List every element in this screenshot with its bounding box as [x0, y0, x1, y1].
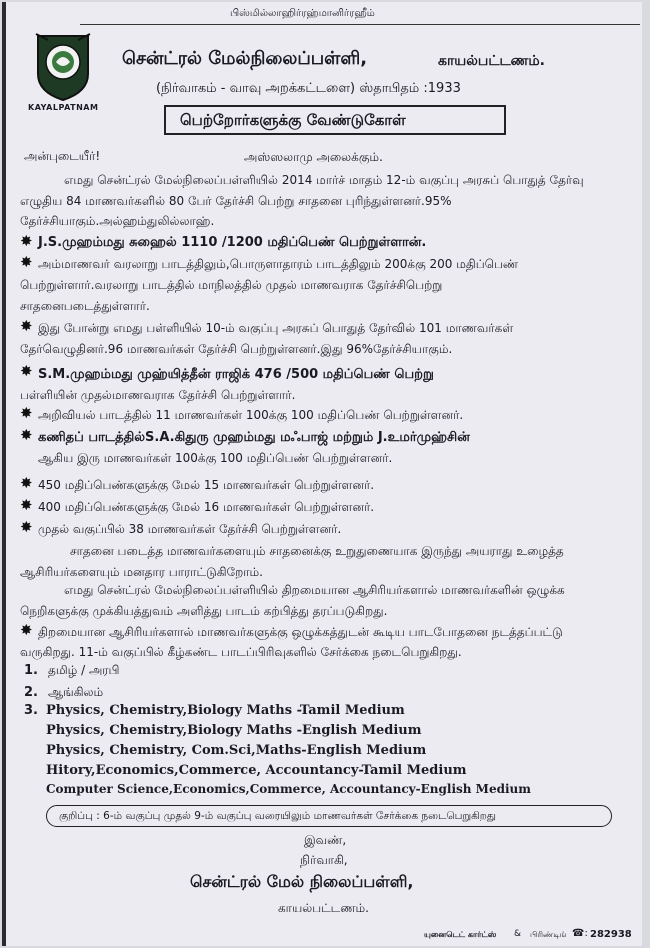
admission-line: வருகிறது. 11-ம் வகுப்பில் கீழ்கண்ட பாடப்பிரிவுகளில் சேர்க்கை நடைபெறுகிறது.	[20, 645, 462, 659]
school-name: சென்ட்ரல் மேல்நிலைப்பள்ளி,	[122, 48, 368, 69]
star-bullet-icon: ✸	[20, 496, 33, 514]
printer-name: யுனைடெட் கார்ட்ஸ்	[424, 930, 497, 939]
salaam: அஸ்ஸலாமு அலைக்கும்.	[244, 150, 383, 164]
printer-phone: 282938	[590, 929, 632, 940]
point-line: தேர்வெழுதினர்.96 மாணவர்கள் தேர்ச்சி பெற்றுள்ளனர்.இது 96%தேர்ச்சியாகும்.	[20, 342, 453, 356]
bismillah: பிஸ்மில்லாஹிர்ரஹ்மானிர்ரஹீம்	[230, 8, 375, 19]
town-name: காயல்பட்டணம்.	[438, 53, 545, 69]
star-bullet-icon: ✸	[20, 232, 33, 250]
printer-amp: &	[514, 929, 522, 939]
group-english: ஆங்கிலம்	[48, 685, 104, 699]
group-number: 3.	[24, 703, 38, 718]
group-course: Computer Science,Economics,Commerce, Accountancy-English Medium	[46, 782, 531, 796]
note-box	[46, 805, 612, 827]
group-course: Physics, Chemistry, Com.Sci,Maths-English Medium	[46, 743, 427, 758]
school-logo	[34, 30, 92, 114]
point-line: அறிவியல் பாடத்தில் 11 மாணவர்கள் 100க்கு 100 மதிப்பெண் பெற்றுள்ளனர்.	[38, 408, 464, 422]
printer-prints: பிரிண்டிங்	[530, 930, 567, 939]
notice-page	[2, 2, 642, 946]
star-bullet-icon: ✸	[20, 518, 33, 536]
intro-line: எழுதிய 84 மாணவர்களில் 80 பேர் தேர்ச்சி பெற்று சாதனை புரிந்துள்ளனர்.95%	[20, 194, 452, 208]
admin-line: (நிர்வாகம் - வாவு அறக்கட்டளை) ஸ்தாபிதம் :1933	[156, 81, 461, 96]
intro-line: எமது சென்ட்ரல் மேல்நிலைப்பள்ளியில் 2014 மார்ச் மாதம் 12-ம் வகுப்பு அரசுப் பொதுத் தேர்வு	[64, 173, 584, 187]
point-line: பெற்றுள்ளார்.வரலாறு பாடத்தில் மாநிலத்தில் முதல் மாணவராக தேர்ச்சிபெற்று	[20, 278, 443, 292]
star-bullet-icon: ✸	[20, 621, 33, 639]
point-topper-10: S.M.முஹம்மது முஹ்யித்தீன் ராஜிக் 476 /500 மதிப்பெண் பெற்று	[38, 367, 434, 382]
intro-line: தேர்ச்சியாகும்.அல்ஹம்துலில்லாஹ்.	[20, 214, 215, 228]
group-course: Physics, Chemistry,Biology Maths -English Medium	[46, 723, 422, 738]
group-number: 2.	[24, 685, 38, 700]
point-topper-12: J.S.முஹம்மது சுஹைல் 1110 /1200 மதிப்பெண் பெற்றுள்ளான்.	[38, 235, 427, 250]
admission-line: திறமையான ஆசிரியர்களால் மாணவர்களுக்கு ஒழுக்கத்துடன் கூடிய பாடபோதனை நடத்தப்பட்டு	[38, 625, 563, 639]
header-rule	[80, 24, 640, 25]
discipline-line: எமது சென்ட்ரல் மேல்நிலைப்பள்ளியில் திறமையான ஆசிரியர்களால் மாணவர்களின் ஒழுக்க	[64, 583, 565, 597]
salutation: அன்புடையீர்!	[24, 149, 101, 163]
group-course: Physics, Chemistry,Biology Maths -Tamil Medium	[46, 703, 405, 718]
signature-town: காயல்பட்டணம்.	[278, 901, 369, 915]
telephone-icon: ☎:	[572, 928, 588, 939]
point-maths: கணிதப் பாடத்தில்S.A.கிதுரு முஹம்மது மஃபாஜ் மற்றும் J.உமர்முஹ்சின்	[38, 430, 470, 445]
star-bullet-icon: ✸	[20, 253, 33, 271]
crest-icon	[34, 30, 92, 114]
star-bullet-icon: ✸	[20, 362, 33, 380]
note-text: குறிப்பு : 6-ம் வகுப்பு முதல் 9-ம் வகுப்பு வரையிலும் மாணவர்கள் சேர்க்கை நடைபெறுகிறது	[59, 810, 497, 822]
star-bullet-icon: ✸	[20, 474, 33, 492]
notice-title-box	[164, 105, 506, 135]
point-line: சாதனைபடைத்துள்ளார்.	[20, 299, 150, 313]
signature-role: நிர்வாகி,	[300, 853, 348, 867]
notice-title: பெற்றோர்களுக்கு வேண்டுகோள்	[180, 111, 406, 129]
star-bullet-icon: ✸	[20, 317, 33, 335]
group-tamil-arabic: தமிழ் / அரபி	[48, 663, 120, 677]
point-line: அம்மாணவர் வரலாறு பாடத்திலும்,பொருளாதாரம் பாடத்திலும் 200க்கு 200 மதிப்பெண்	[38, 257, 519, 271]
point-line: 450 மதிப்பெண்களுக்கு மேல் 15 மாணவர்கள் பெற்றுள்ளனர்.	[38, 478, 375, 492]
group-course: Hitory,Economics,Commerce, Accountancy-Tamil Medium	[46, 763, 467, 778]
signature-ivan: இவண்,	[304, 833, 347, 847]
point-line: பள்ளியின் முதல்மாணவராக தேர்ச்சி பெற்றுள்ளார்.	[20, 388, 296, 402]
point-line: 400 மதிப்பெண்களுக்கு மேல் 16 மாணவர்கள் பெற்றுள்ளனர்.	[38, 500, 375, 514]
point-line: முதல் வகுப்பில் 38 மாணவர்கள் தேர்ச்சி பெற்றுள்ளனர்.	[38, 522, 342, 536]
star-bullet-icon: ✸	[20, 426, 33, 444]
point-line: ஆகிய இரு மாணவர்கள் 100க்கு 100 மதிப்பெண் பெற்றுள்ளனர்.	[38, 451, 393, 465]
logo-text: KAYALPATNAM	[28, 103, 99, 112]
point-line: இது போன்று எமது பள்ளியில் 10-ம் வகுப்பு அரசுப் பொதுத் தேர்வில் 101 மாணவர்கள்	[38, 321, 514, 335]
appreciation-line: சாதனை படைத்த மாணவர்களையும் சாதனைக்கு உறுதுணையாக இருந்து அயராது உழைத்த	[70, 544, 564, 558]
group-number: 1.	[24, 663, 38, 678]
star-bullet-icon: ✸	[20, 404, 33, 422]
signature-school: சென்ட்ரல் மேல் நிலைப்பள்ளி,	[190, 872, 414, 891]
discipline-line: நெறிகளுக்கு முக்கியத்துவம் அளித்து பாடம் கற்பித்து தரப்படுகிறது.	[20, 604, 388, 618]
appreciation-line: ஆசிரியர்களையும் மனதார பாராட்டுகிறோம்.	[20, 565, 263, 579]
